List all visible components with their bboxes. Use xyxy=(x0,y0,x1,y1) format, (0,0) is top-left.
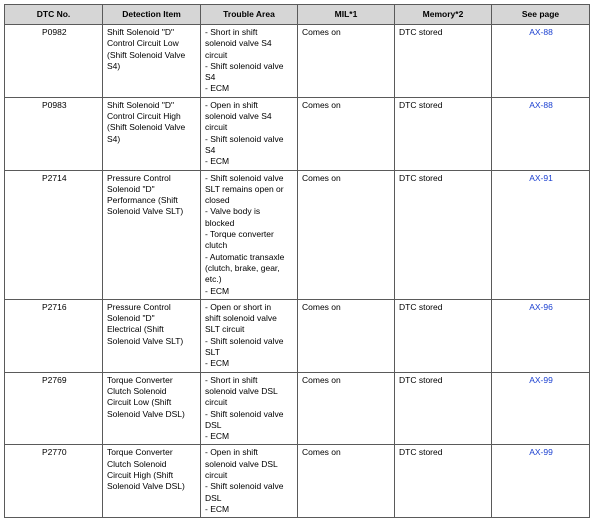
trouble-area: - Open or short in shift solenoid valve SLT circuit - Shift solenoid valve SLT - ECM xyxy=(205,301,284,369)
mil-status: Comes on xyxy=(302,99,341,110)
detection-item: Shift Solenoid "D" Control Circuit High (Shift Solenoid Valve S4) xyxy=(107,99,186,144)
trouble-area: - Open in shift solenoid valve S4 circuit - Shift solenoid valve S4 - ECM xyxy=(205,99,284,167)
mil-status: Comes on xyxy=(302,447,341,458)
detection-item-cell xyxy=(103,299,201,372)
page-link[interactable]: AX-99 xyxy=(529,374,553,385)
trouble-area-cell xyxy=(201,97,298,170)
memory-cell xyxy=(395,170,492,299)
mil-cell xyxy=(298,372,395,445)
trouble-area-cell xyxy=(201,25,298,98)
mil-status: Comes on xyxy=(302,374,341,385)
table-row xyxy=(5,170,590,299)
header-trouble-area: Trouble Area xyxy=(201,5,298,25)
trouble-area: - Short in shift solenoid valve DSL circuit - Shift solenoid valve DSL - ECM xyxy=(205,374,284,442)
dtc-code-cell xyxy=(5,299,103,372)
see-page-cell xyxy=(492,372,590,445)
dtc-code-cell xyxy=(5,97,103,170)
memory-status: DTC stored xyxy=(399,99,443,110)
detection-item: Torque Converter Clutch Solenoid Circuit High (Shift Solenoid Valve DSL) xyxy=(107,447,185,492)
mil-status: Comes on xyxy=(302,27,341,37)
table-row xyxy=(5,299,590,372)
header-dtc-no: DTC No. xyxy=(5,5,103,25)
trouble-area: - Short in shift solenoid valve S4 circuit - Shift solenoid valve S4 - ECM xyxy=(205,27,284,94)
memory-cell xyxy=(395,445,492,518)
header-row xyxy=(5,5,590,25)
memory-status: DTC stored xyxy=(399,447,443,458)
memory-status: DTC stored xyxy=(399,301,443,312)
see-page-cell xyxy=(492,170,590,299)
dtc-code: P2770 xyxy=(42,447,67,458)
trouble-area-cell xyxy=(201,445,298,518)
dtc-code: P2714 xyxy=(42,172,67,183)
detection-item: Torque Converter Clutch Solenoid Circuit Low (Shift Solenoid Valve DSL) xyxy=(107,374,185,419)
memory-cell xyxy=(395,372,492,445)
detection-item-cell xyxy=(103,97,201,170)
see-page-cell xyxy=(492,97,590,170)
detection-item-cell xyxy=(103,372,201,445)
dtc-code-cell xyxy=(5,25,103,98)
detection-item-cell xyxy=(103,170,201,299)
trouble-area: - Shift solenoid valve SLT remains open or closed - Valve body is blocked - Torque converter clutch - Automatic transaxle (clutch, brake, gear, etc.) - ECM xyxy=(205,172,285,296)
memory-cell xyxy=(395,25,492,98)
dtc-code: P2716 xyxy=(42,301,67,312)
mil-status: Comes on xyxy=(302,172,341,183)
detection-item: Shift Solenoid "D" Control Circuit Low (Shift Solenoid Valve S4) xyxy=(107,27,186,71)
page-link[interactable]: AX-88 xyxy=(529,99,553,110)
dtc-table xyxy=(4,4,590,518)
memory-status: DTC stored xyxy=(399,27,443,37)
table-body xyxy=(5,25,590,518)
page-link[interactable]: AX-91 xyxy=(529,172,553,183)
dtc-code: P0983 xyxy=(42,99,67,110)
memory-cell xyxy=(395,97,492,170)
page-link[interactable]: AX-96 xyxy=(529,301,553,312)
mil-cell xyxy=(298,445,395,518)
see-page-cell xyxy=(492,25,590,98)
see-page-cell xyxy=(492,299,590,372)
mil-cell xyxy=(298,25,395,98)
header-see-page: See page xyxy=(492,5,590,25)
page-link[interactable]: AX-88 xyxy=(529,27,553,37)
header-detection-item: Detection Item xyxy=(103,5,201,25)
memory-status: DTC stored xyxy=(399,172,443,183)
see-page-cell xyxy=(492,445,590,518)
trouble-area-cell xyxy=(201,372,298,445)
mil-status: Comes on xyxy=(302,301,341,312)
dtc-code: P2769 xyxy=(42,374,67,385)
detection-item: Pressure Control Solenoid "D" Electrical (Shift Solenoid Valve SLT) xyxy=(107,301,184,346)
memory-cell xyxy=(395,299,492,372)
memory-status: DTC stored xyxy=(399,374,443,385)
detection-item-cell xyxy=(103,445,201,518)
mil-cell xyxy=(298,97,395,170)
table-row xyxy=(5,445,590,518)
dtc-code-cell xyxy=(5,445,103,518)
table-row xyxy=(5,25,590,98)
dtc-code-cell xyxy=(5,170,103,299)
header-memory: Memory*2 xyxy=(395,5,492,25)
trouble-area-cell xyxy=(201,299,298,372)
trouble-area-cell xyxy=(201,170,298,299)
dtc-code: P0982 xyxy=(42,27,67,37)
header-mil: MIL*1 xyxy=(298,5,395,25)
mil-cell xyxy=(298,170,395,299)
table-row xyxy=(5,372,590,445)
table-header xyxy=(5,5,590,25)
dtc-code-cell xyxy=(5,372,103,445)
trouble-area: - Open in shift solenoid valve DSL circuit - Shift solenoid valve DSL - ECM xyxy=(205,447,284,514)
mil-cell xyxy=(298,299,395,372)
detection-item: Pressure Control Solenoid "D" Performance (Shift Solenoid Valve SLT) xyxy=(107,172,184,217)
page-link[interactable]: AX-99 xyxy=(529,447,553,458)
table-row xyxy=(5,97,590,170)
detection-item-cell xyxy=(103,25,201,98)
